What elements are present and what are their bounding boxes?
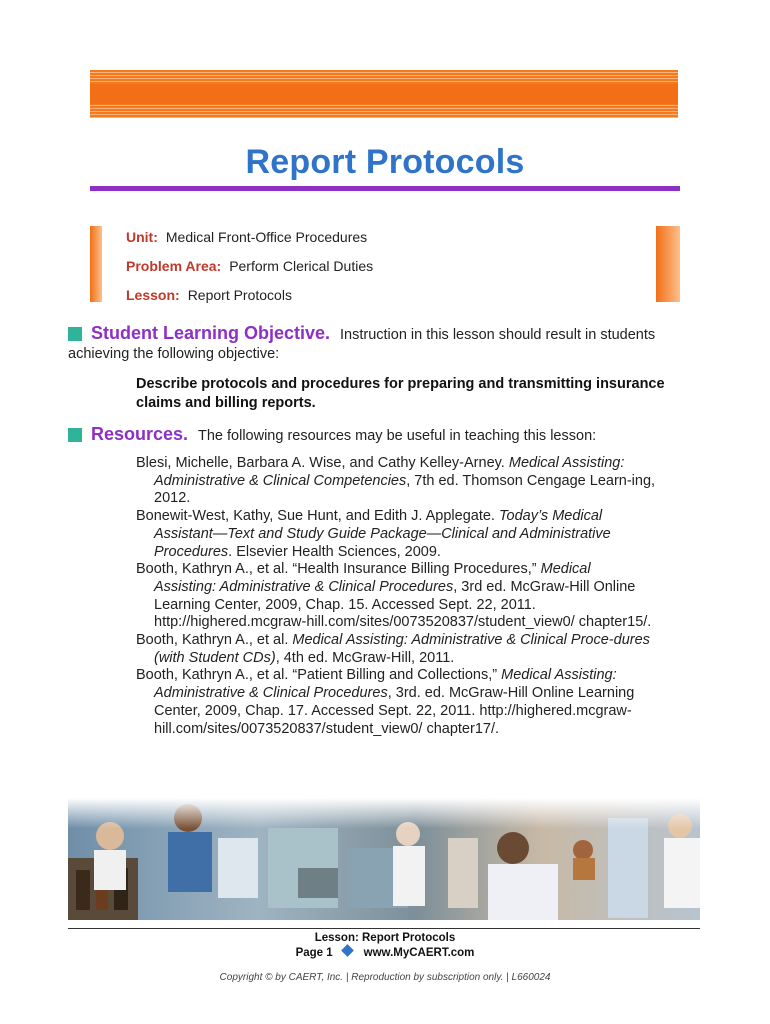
reference-authors: Blesi, Michelle, Barbara A. Wise, and Cathy Kelley-Arney. (136, 455, 509, 471)
page-title: Report Protocols (245, 143, 525, 181)
problem-area-line (126, 258, 373, 274)
objective-text: Describe protocols and procedures for preparing and transmitting insurance claims and billing reports. (136, 376, 665, 411)
resources-bullet-icon (68, 428, 82, 442)
reference-title: Today’s Medical Assistant—Text and Study Guide Package—Clinical and Administrative Procedures (154, 508, 611, 560)
reference-details: , 7th ed. Thomson Cengage Learn-ing, 2012. (154, 472, 656, 507)
lesson-line (126, 287, 292, 303)
copyright-notice: Copyright © by CAERT, Inc. | Reproduction by subscription only. | L660024 (219, 972, 551, 983)
problem-area-label: Problem Area: (126, 258, 222, 274)
problem-area-value: Perform Clerical Duties (229, 258, 374, 274)
reference-title: Medical Assisting: Administrative & Clinical Procedures (154, 561, 591, 595)
info-accent-left (90, 226, 102, 302)
reference-authors: Booth, Kathryn A., et al. (136, 632, 293, 649)
header-orange-band (90, 70, 678, 118)
footer-page-number: Page 1 (295, 947, 333, 959)
reference-item (136, 455, 656, 508)
reference-details: , 3rd. ed. McGraw-Hill Online Learning Center, 2009, Chap. 17. Accessed Sept. 22, 2011. http://highered.mcgraw-hill.com/sites/0073520837/student_view0/ chapter17/. (154, 685, 635, 737)
footer-divider (68, 928, 700, 929)
unit-value: Medical Front-Office Procedures (165, 229, 368, 245)
objective-intro: Instruction in this lesson should result in students (340, 327, 656, 343)
resources-heading: Resources. (91, 424, 189, 444)
lesson-value: Report Protocols (187, 287, 292, 303)
footer-page-line (0, 947, 770, 959)
reference-item (136, 508, 656, 561)
footer-lesson: Lesson: Report Protocols (314, 932, 456, 944)
reference-authors: Booth, Kathryn A., et al. “Health Insurance Billing Procedures,” (136, 561, 541, 578)
objective-bullet-icon (68, 327, 82, 341)
reference-item (136, 561, 656, 632)
reference-details: . Elsevier Health Sciences, 2009. (228, 543, 441, 560)
resources-intro: The following resources may be useful in teaching this lesson: (198, 428, 597, 444)
reference-title: Medical Assisting: Administrative & Clinical Procedures (154, 667, 617, 702)
reference-details: , 4th ed. McGraw-Hill, 2011. (275, 649, 455, 666)
reference-item (136, 667, 656, 738)
reference-details: , 3rd ed. McGraw-Hill Online Learning Center, 2009, Chap. 15. Accessed Sept. 22, 2011. http://highered.mcgraw-hill.com/sites/0073520837/student_view0/ chapter15/. (154, 578, 652, 631)
reference-title: Medical Assisting: Administrative & Clinical Competencies (154, 455, 625, 489)
lesson-label: Lesson: (126, 287, 180, 303)
objective-intro-cont: achieving the following objective: (68, 346, 280, 362)
footer-site-link[interactable]: www.MyCAERT.com (363, 947, 475, 959)
info-accent-right (656, 226, 680, 302)
reference-authors: Booth, Kathryn A., et al. “Patient Billing and Collections,” (136, 667, 502, 684)
medical-photo-collage (68, 798, 700, 920)
reference-authors: Bonewit-West, Kathy, Sue Hunt, and Edith J. Applegate. (136, 508, 499, 525)
objective-heading: Student Learning Objective. (91, 323, 331, 343)
reference-title: Medical Assisting: Administrative & Clinical Proce-dures (with Student CDs) (154, 632, 650, 666)
reference-list (136, 455, 656, 738)
unit-label: Unit: (126, 229, 158, 245)
unit-line (126, 229, 367, 245)
reference-item (136, 632, 656, 667)
diamond-icon (341, 944, 354, 957)
title-divider (90, 186, 680, 191)
